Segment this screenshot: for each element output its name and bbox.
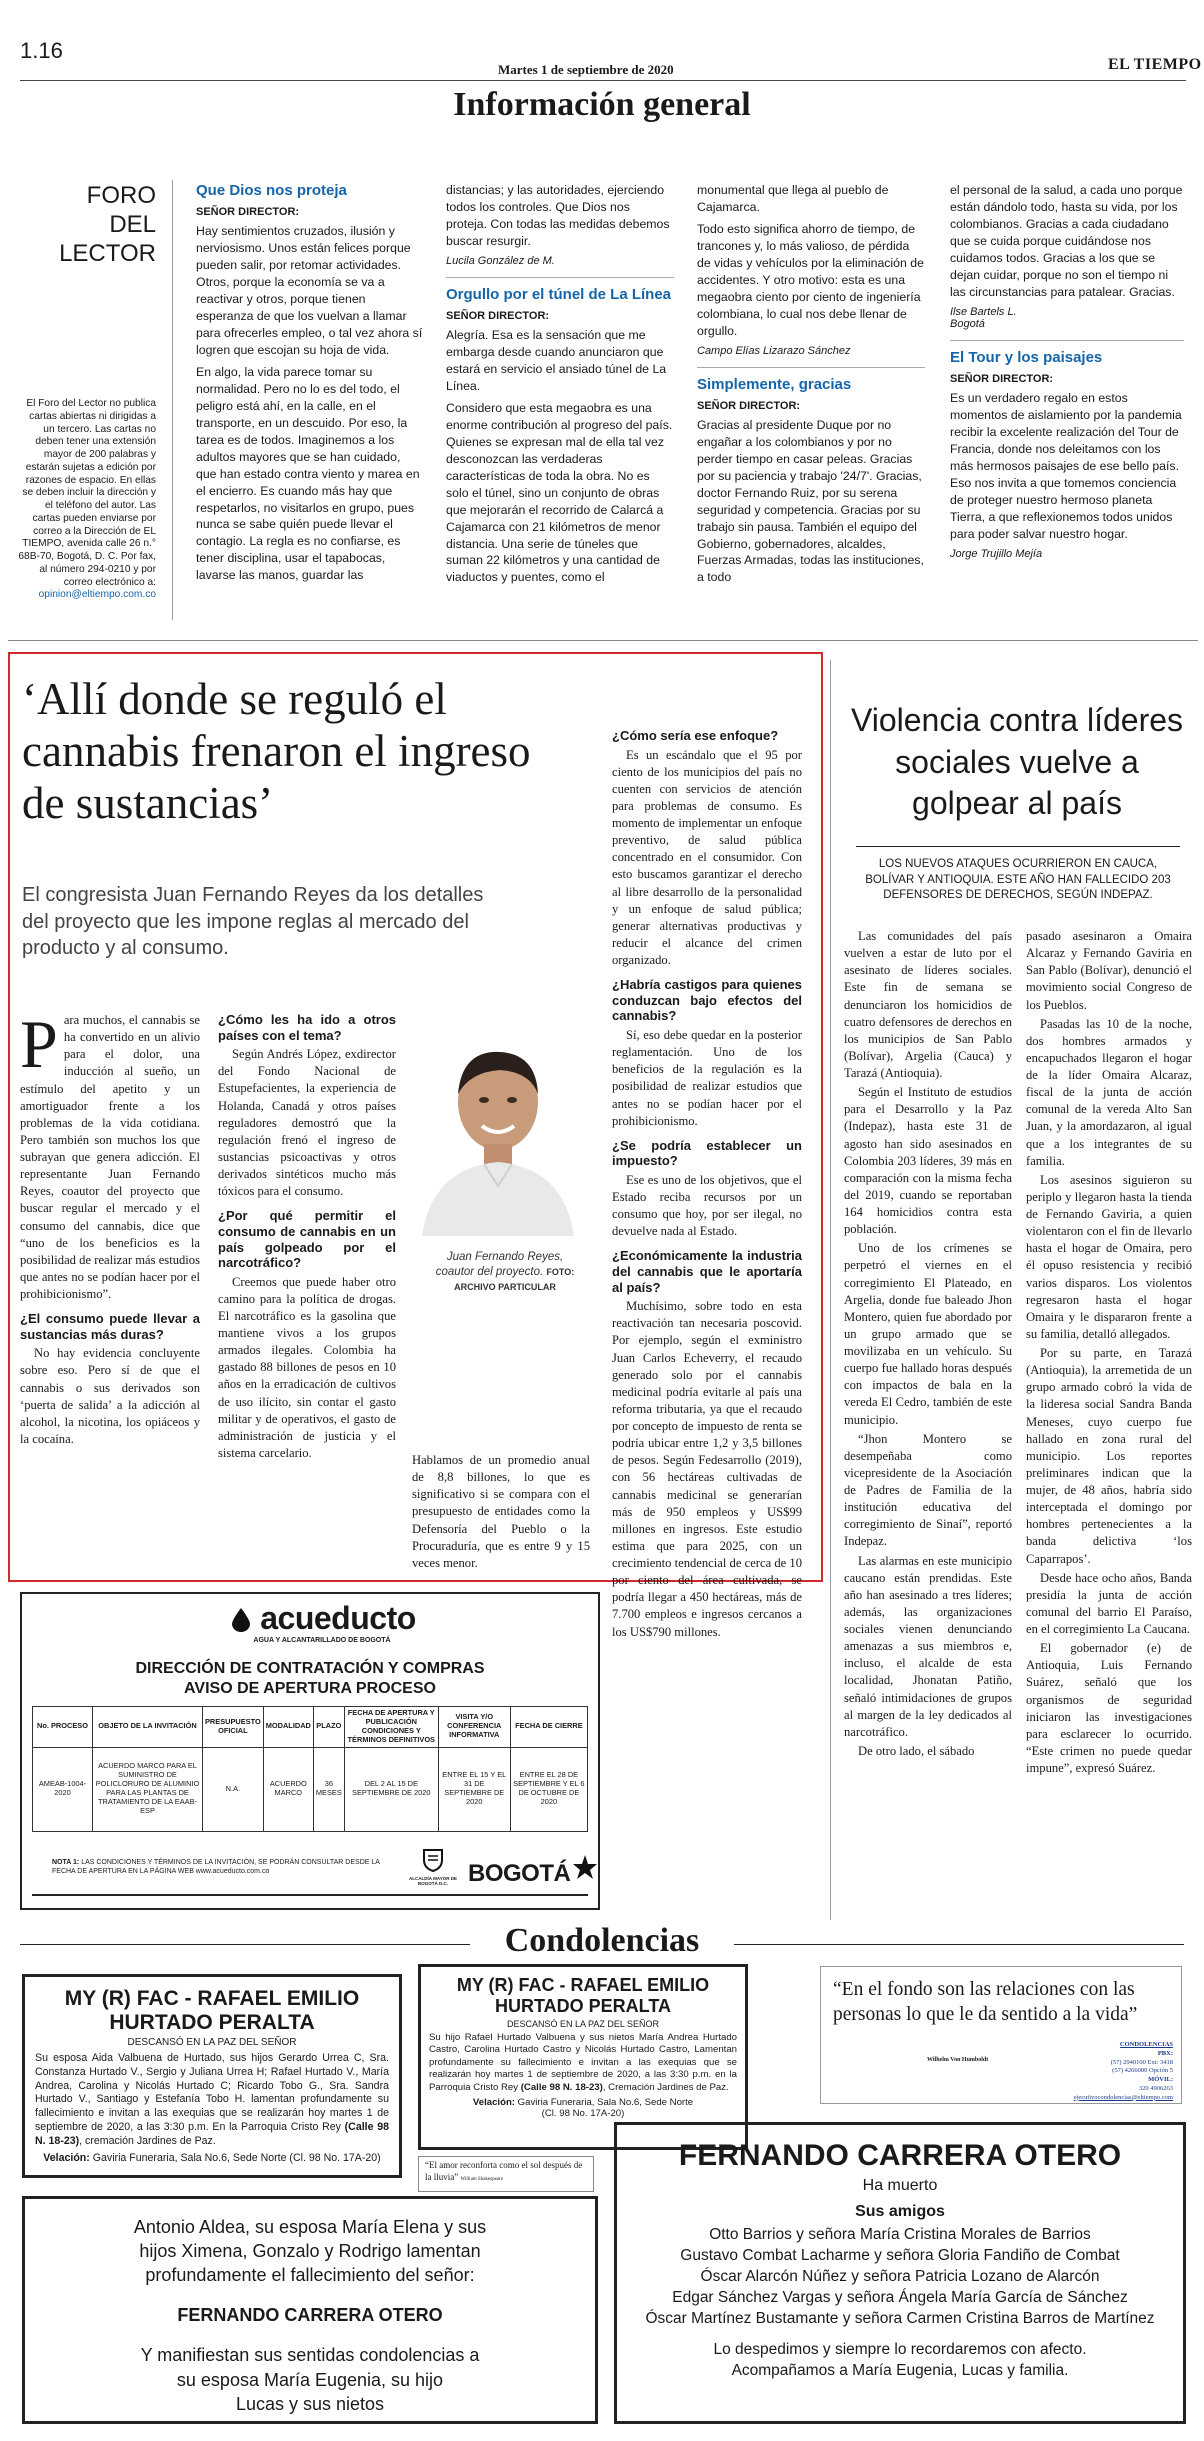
letters-col-4: [950, 182, 1184, 620]
portrait-illustration: [412, 1036, 582, 1236]
aldea-line: Y manifiestan sus sentidas condolencias a: [140, 2345, 480, 2366]
article-question: ¿Por qué permitir el consumo de cannabis en un país golpeado por el narcotráfico?: [218, 1208, 396, 1271]
article-question: ¿Se podría establecer un impuesto?: [612, 1137, 802, 1169]
ad-table-cell: ACUERDO MARCO PARA EL SUMINISTRO DE POLICLORURO DE ALUMINIO PARA LAS PLANTAS DE TRATAMIENTO DE LA EAAB-ESP: [93, 1747, 203, 1831]
letter-signature: Campo Elías Lizarazo Sánchez: [697, 344, 851, 357]
article-paragraph: Muchísimo, sobre todo en esta reactivación tan necesaria poscovid. Por ejemplo, según el exministro Juan Carlos Echeverry, el recaudo generado solo por el cannabis medicinal podría evitarle al país una reforma tributaria, ya que el recaudo por concepto de impuesto de renta se podría ubicar entre 1,2 y 3,5 billones de pesos. Según Fedesarrollo (2019), con 56 hectáreas cultivadas de cannabis medicinal se generarían más de 950 empleos y US$99 millones en ingresos. Este estudio estima que para 2025, con un crecimiento tendencial de cerca de 10 por ciento del área cultivada, se podría llegar a 450 hectáreas, más de 7.700 empleos e ingresos cercanos a los US$790 millones.: [612, 1299, 802, 1639]
condolence-box-aldea: [22, 2196, 598, 2424]
ad-table: [32, 1706, 588, 1832]
violence-paragraph: Uno de los crímenes se perpetró el viernes en el corregimiento El Plateado, en Argelia, donde fue baleado Jhon Montero, quien fue abordado por un grupo armado que se movilizaba en un vehículo. Su cuerpo fue hallado horas después con impactos de bala en la vereda El Cedro, también de este municipio.: [844, 1241, 1012, 1427]
violence-paragraph: “Jhon Montero se desempeñaba como vicepresidente de la Asociación de Padres de Familia de la institución educativa del corregimiento de Sinaí”, reportó Indepaz.: [844, 1431, 1012, 1549]
violence-paragraph: El gobernador (e) de Antioquia, Luis Fernando Suárez, señaló que los organismos de seguridad iniciaron las investigaciones para esclarecer lo ocurrido. “Este crimen no puede quedar impune”, expresó Suárez.: [1026, 1641, 1192, 1775]
newspaper-logo: EL TIEMPO: [1108, 56, 1202, 73]
letter-salutation: SEÑOR DIRECTOR:: [950, 372, 1054, 385]
page-number: 1.16: [20, 38, 63, 63]
ad-table-header-cell: PLAZO: [313, 1707, 344, 1748]
letter-paragraph: Alegría. Esa es la sensación que me embarga desde cuando anunciaron que estará en servicio el ansiado túnel de La Línea.: [446, 327, 667, 393]
violence-paragraph: Pasadas las 10 de la noche, dos hombres armados y encapuchados llegaron el hogar de la líder Omaira Alcaraz, fiscal de la junta de acción comunal de la vereda Alto San Juan, y la amordazaron, al igual que a los integrantes de su familia.: [1026, 1016, 1192, 1168]
ad-note-text: LAS CONDICIONES Y TÉRMINOS DE LA INVITACIÓN, SE PODRÁN CONSULTAR DESDE LA FECHA DE APERTURA EN LA PÁGINA WEB www.acueducto.com.co: [52, 1859, 380, 1876]
article-paragraph: ara muchos, el cannabis se ha convertido en un alivio para el dolor, una inducción al sueño, un estímulo del apetito y un amortiguador frente a los problemas de la vida cotidiana. Pero también son muchos los que subrayan que genera adicción. El representante Juan Fernando Reyes, coautor del proyecto que buscar regular el mercado y el consumo del cannabis, dice que “uno de los beneficios es la posibilidad de realizar más estudios que antes no se podían hacer por el prohibicionismo”.: [20, 1013, 200, 1301]
letter-salutation: SEÑOR DIRECTOR:: [697, 399, 801, 412]
ad-table-header-cell: FECHA DE APERTURA Y PUBLICACIÓN CONDICIONES Y TÉRMINOS DEFINITIVOS: [344, 1707, 438, 1748]
condolence-text-body: Su hijo Rafael Hurtado Valbuena y sus nietos María Andrea Hurtado Castro, Carolina Hurtado Castro y Nicolás Hurtado Castro, Lamentan profundamente su fallecimiento e invitan a las exequias que se realizarán hoy martes 1 de septiembre de 2020, a las 3:30 p.m. en la Parroquia Cristo Rey: [429, 2032, 737, 2093]
article-paragraph: Ese es uno de los objetivos, que el Estado reciba recursos por un consumo que hoy, por ser ilegal, no devuelve nada al Estado.: [612, 1172, 802, 1239]
amigos-deceased-name: FERNANDO CARRERA OTERO: [678, 2139, 1122, 2172]
ad-table-cell: 36 MESES: [313, 1747, 344, 1831]
letter-salutation: SEÑOR DIRECTOR:: [446, 309, 550, 322]
foro-note: [16, 398, 156, 602]
violence-paragraph: Según el Instituto de estudios para el Desarrollo y la Paz (Indepaz), hasta este 31 de agosto han sido asesinados en Colombia 203 líderes, 39 más en comparación con la misma fecha del 2019, cuando se reportaban 164 homicidios contra esta población.: [844, 1085, 1012, 1237]
violence-paragraph: Desde hace ocho años, Banda presidía la junta de acción comunal del barrio El Paraíso, en el corregimiento La Caucana.: [1026, 1570, 1192, 1636]
article-dropcap: P: [20, 1006, 58, 1082]
article-paragraph: Sí, eso debe quedar en la posterior reglamentación. Uno de los beneficios de la regulación es la posibilidad de realizar estudios que antes no se podían hacer por el prohibicionismo.: [612, 1028, 802, 1128]
contact-phone: (57) 2940100 Ext: 3418: [1110, 2058, 1173, 2066]
ad-table-header-cell: OBJETO DE LA INVITACIÓN: [93, 1707, 203, 1748]
ad-note: [52, 1858, 392, 1876]
condolence-sub: DESCANSÓ EN LA PAZ DEL SEÑOR: [506, 2019, 660, 2029]
condolencias-contact: [1074, 2041, 1173, 2102]
aldea-line: profundamente el fallecimiento del señor:: [145, 2265, 475, 2286]
section-title: Información general: [453, 86, 751, 123]
violence-paragraph: Por su parte, en Tarazá (Antioquia), la arremetida de un grupo armado cobró la vida de la lideresa social Sandra Banda Meneses, cuyo cuerpo fue hallado en zona rural del municipio. Los reportes preliminares indican que la mujer, de 48 años, habría sido interceptada el domingo por hombres pertenecientes a la banda delictiva ‘los Caparrapos’.: [1026, 1346, 1192, 1566]
foro-title: FORO DEL LECTOR: [59, 182, 156, 267]
ad-table-cell: ENTRE EL 28 DE SEPTIEMBRE Y EL 6 DE OCTUBRE DE 2020: [510, 1747, 587, 1831]
contact-pbx-label: PBX:: [1157, 2049, 1173, 2057]
condolence-name: MY (R) FAC - RAFAEL EMILIO: [456, 1975, 710, 1995]
condolence-name: MY (R) FAC - RAFAEL EMILIO: [64, 1987, 360, 2010]
reyes-photo: [412, 1036, 582, 1236]
contact-movil-label: MÓVIL:: [1148, 2076, 1173, 2084]
violence-paragraph: Las alarmas en este municipio caucano están prendidas. Este año han asesinado a tres líderes; además, las organizaciones sociales vienen denunciando amenazas a sus miembros e, incluso, el alcalde de esta localidad, Jhonatan Patiño, señaló intimidaciones de grupos al margen de la ley dedicados al narcotráfico.: [844, 1553, 1012, 1739]
article-question: ¿Económicamente la industria del cannabis que le aportaría al país?: [612, 1248, 802, 1295]
aldea-line: su esposa María Eugenia, su hijo: [176, 2369, 444, 2390]
violence-col-1: [844, 928, 1012, 1920]
letter-paragraph: Gracias al presidente Duque por no engañar a los colombianos y por no perder tiempo en casar peleas. Gracias por su paciencia y trabajo '24/7'. Gracias, doctor Fernando Ruiz, por su serena seguridad y competencia. Gracias por su trabajo sin pausa. También el equipo del Gobierno, gobernadores, alcaldes, Fuerzas Armadas, todas las instituciones, a todo: [697, 417, 924, 585]
article-col-1: [20, 1006, 200, 1572]
ad-table-header: [33, 1707, 588, 1748]
caption-credit: ARCHIVO PARTICULAR: [454, 1281, 556, 1292]
big-quote: “En el fondo son las relaciones con las personas lo que le da sentido a la vida”: [833, 1979, 1138, 2026]
ad-table-header-cell: MODALIDAD: [263, 1707, 313, 1748]
header-rule: [20, 80, 1186, 81]
article-headline: ‘Allí donde se reguló el cannabis frenaron el ingreso de sustancias’: [22, 674, 531, 828]
letter-signature-city: Bogotá: [950, 317, 985, 330]
amigos-name: Otto Barrios y señora María Cristina Morales de Barrios: [709, 2226, 1091, 2243]
bogota-logo-text: BOGOTÁ: [468, 1860, 571, 1887]
letter-title: Simplemente, gracias: [697, 375, 852, 393]
ad-table-header-cell: VISITA Y/O CONFERENCIA INFORMATIVA: [438, 1707, 510, 1748]
violence-paragraph: Las comunidades del país vuelven a estar de luto por el asesinato de líderes sociales. Este fin de semana se denunciaron los homicidios de cuatro defensores de derechos en los municipios de San Pablo (Bolívar), Argelia (Cauca) y Tarazá (Antioquia).: [844, 929, 1012, 1080]
velacion-label: Velación:: [472, 2097, 515, 2109]
contact-email[interactable]: ejecutivocondolencias@eltiempo.com: [1073, 2093, 1173, 2101]
quote-box: [820, 1966, 1182, 2104]
aldea-line: hijos Ximena, Gonzalo y Rodrigo lamentan: [139, 2241, 481, 2262]
velacion-text: Gaviria Funeraria, Sala No.6, Sede Norte (Cl. 98 No. 17A-20): [92, 2152, 381, 2165]
violence-paragraph: Los asesinos siguieron su periplo y llegaron hasta la tienda de Fernando Gaviria, a quien violentaron con el fin de llevarlo hasta el hogar de Omaira, pero él opuso resistencia y recibió varios disparos. Los violentos regresaron hasta el hogar Omaira y le dispararon frente a su familia, detalló allegados.: [1026, 1172, 1192, 1341]
letters-col-3: [697, 182, 925, 620]
velacion-label: Velación:: [43, 2152, 90, 2165]
condolence-sub: DESCANSÓ EN LA PAZ DEL SEÑOR: [127, 2037, 297, 2048]
ad-table-cell: AMEAB-1004-2020: [33, 1747, 93, 1831]
bogota-logo: [468, 1860, 598, 1888]
ad-table-row: [33, 1747, 588, 1831]
letter-paragraph: el personal de la salud, a cada uno porque están dándolo todo, hasta su vida, por los colombianos. Gracias a cada ciudadano que se cuida porque cuidándose nos cuidamos todos. Gracias a los que se dejan cuidar, porque no son el tiempo ni las circunstancias para patalear. Gracias.: [950, 183, 1183, 299]
caption-name: Juan Fernando Reyes, coautor del proyecto.: [435, 1251, 564, 1278]
article-question: ¿Cómo les ha ido a otros países con el tema?: [218, 1012, 396, 1043]
article-col-2: [218, 1012, 396, 1572]
acueducto-ad: [20, 1592, 600, 1910]
bogota-shield-icon: [422, 1848, 444, 1872]
letter-paragraph: Es un verdadero regalo en estos momentos de aislamiento por la pandemia recibir la excelente realización del Tour de Francia, donde nos deleitamos con los más hermosos paisajes de ese bello país. Eso nos invita a que tomemos conciencia de proteger nuestro hermoso planeta Tierra, a que reflexionemos todos unidos para poder salvar nuestro hogar.: [950, 390, 1182, 541]
aldea-deceased-name: FERNANDO CARRERA OTERO: [177, 2305, 443, 2326]
letter-signature: Jorge Trujillo Mejía: [950, 547, 1043, 560]
article-question: ¿Cómo sería ese enfoque?: [612, 728, 779, 743]
aldea-line: Lucas y sus nietos: [235, 2393, 385, 2414]
article-question: ¿El consumo puede llevar a sustancias más duras?: [20, 1311, 200, 1342]
condolence-box-hurtado-1: [22, 1974, 402, 2178]
ad-table-header-cell: No. PROCESO: [33, 1707, 93, 1748]
contact-title: CONDOLENCIAS: [1119, 2041, 1173, 2048]
ad-table-header-cell: PRESUPUESTO OFICIAL: [203, 1707, 264, 1748]
column-divider: [830, 660, 831, 1920]
amigos-friends-label: Sus amigos: [855, 2203, 945, 2220]
letter-title: Que Dios nos proteja: [196, 182, 347, 199]
amigos-ending: Lo despedimos y siempre lo recordaremos con afecto.: [713, 2340, 1087, 2358]
velacion-text: Gaviria Funeraria, Sala No.6, Sede Norte: [517, 2097, 694, 2109]
condolence-text-end: , Cremación Jardines de Paz.: [602, 2081, 729, 2093]
amigos-name: Óscar Martínez Bustamante y señora Carmen Cristina Barros de Martínez: [645, 2309, 1155, 2327]
contact-mobile: 320 4906263: [1138, 2084, 1173, 2092]
article-paragraph: Según Andrés López, exdirector del Fondo Nacional de Estupefacientes, la experiencia de Holanda, Canadá y otros países reguladores demostró que la regulación frenó el ingreso de sustancias psicoactivas y otros derivados sintéticos mucho más tóxicos para el consumo.: [218, 1047, 396, 1199]
letter-paragraph: Hay sentimientos cruzados, ilusión y nerviosismo. Unos están felices porque pueden salir, por retomar actividades. Otros, porque la economía se va a reactivar y otros, porque tienen esperanza de que los vuelvan a llamar para ofrecerles empleo, o tal vez ahora sí logren que escojan su hoja de vida.: [196, 224, 423, 357]
letter-paragraph: En algo, la vida parece tomar su normalidad. Pero no lo es del todo, el peligro está ahí, en la calle, en el transporte, en un descuido. Por eso, la tarea es de todos. Imaginemos a los adultos mayores que se han cuidado, que han estado contra viento y marea en el encierro. Es cuando más hay que respetarlos, no visitarlos en grupo, pues nunca se sabe quién puede llevar el contagio. La regla es no confiarse, es tener disciplina, usar el tapabocas, lavarse las manos, guardar las: [196, 364, 420, 583]
small-quote: “El amor reconforta como el sol después de la lluvia”: [425, 2160, 583, 2182]
article-col-3: [412, 1452, 590, 1572]
amigos-name: Óscar Alarcón Núñez y señora Patricia Lozano de Alarcón: [700, 2267, 1100, 2285]
foro-note-text: El Foro del Lector no publica cartas abiertas ni dirigidas a un tercero. Las cartas no deben tener una extensión mayor de 200 palabras y estarán sujetas a edición por razones de espacio. En ellas se deben incluir la dirección y el teléfono del autor. Las cartas pueden enviarse por correo a la Dirección de EL TIEMPO, avenida calle 26 n.° 68B-70, Bogotá, D. C. Por fax, al número 294-0210 y por correo electrónico a:: [18, 398, 156, 588]
article-paragraph: Hablamos de un promedio anual de 8,8 billones, lo que es significativo si se compara con el presupuesto de entidades como la Defensoría del Pueblo o la Procuraduría, que es entre 9 y 15 veces menor.: [412, 1453, 590, 1570]
violence-col-2: [1026, 928, 1192, 1920]
letter-signature: Lucila González de M.: [446, 254, 555, 267]
photo-caption: [430, 1250, 580, 1295]
ad-title-2: AVISO DE APERTURA PROCESO: [184, 1680, 436, 1697]
section-rule: [8, 640, 1198, 641]
amigos-died: Ha muerto: [862, 2177, 938, 2194]
contact-phone: (57) 4266000 Opción 5: [1112, 2067, 1173, 2075]
water-drop-icon: [228, 1606, 254, 1632]
article-deck: El congresista Juan Fernando Reyes da los detalles del proyecto que les impone reglas al mercado del producto y al consumo.: [22, 884, 484, 960]
ad-bottom-rule: [32, 1894, 588, 1896]
condolence-velacion: [421, 2097, 745, 2108]
foro-divider: [172, 180, 173, 620]
amigos-name: Gustavo Combat Lacharme y señora Gloria Fandiño de Combat: [680, 2246, 1120, 2264]
article-paragraph: Es un escándalo que el 95 por ciento de los municipios del país no cuenten con servicios de atención para problemas de consumo. Es momento de implementar un enfoque preventivo, de salud pública concentrado en el consumidor. Con esto buscamos garantizar el derecho al libre desarrollo de la personalidad y un enfoque de salud pública; generar alternativas productivas y reducir el alcance del crimen organizado.: [612, 747, 802, 968]
ad-table-cell: ACUERDO MARCO: [263, 1747, 313, 1831]
alcaldia-label: ALCALDÍA MAYOR DE BOGOTÁ D.C.: [409, 1876, 457, 1886]
condolence-velacion: [25, 2152, 399, 2164]
amigos-ending: Acompañamos a María Eugenia, Lucas y familia.: [731, 2361, 1069, 2379]
letter-paragraph: monumental que llega al pueblo de Cajamarca.: [697, 183, 889, 214]
alcaldia-seal: [408, 1848, 458, 1887]
ad-table-cell: DEL 2 AL 15 DE SEPTIEMBRE DE 2020: [344, 1747, 438, 1831]
article-paragraph: No hay evidencia concluyente sobre eso. Pero sí de que el cannabis o sus derivados son ‘puerta de salida’ a la adicción al alcohol, la nicotina, los opiáceos y la cocaína.: [20, 1346, 200, 1446]
letter-paragraph: Todo esto significa ahorro de tiempo, de trancones y, lo más valioso, de pérdida de vidas y vehículos por la eliminación de accidentes. Y otro motivo: esta es una megaobra ciento por ciento de ingeniería colombiana, lo cual nos debe llenar de orgullo.: [697, 221, 924, 338]
small-quote-author: William Shakespeare: [460, 2176, 503, 2182]
condolencias-rule-left: [20, 1944, 470, 1945]
big-quote-author: Wilhelm Von Humboldt: [927, 2057, 989, 2063]
ad-table-cell: N.A.: [203, 1747, 264, 1831]
ad-table-header-cell: FECHA DE CIERRE: [510, 1707, 587, 1748]
condolence-address: (Calle 98 N. 18-23): [520, 2081, 603, 2093]
letter-title: Orgullo por el túnel de La Línea: [446, 285, 672, 303]
violence-headline: Violencia contra líderes sociales vuelve a golpear al país: [850, 702, 1184, 822]
article-paragraph: Creemos que puede haber otro camino para la política de drogas. El narcotráfico es la gasolina que mantiene vivos a los grupos armados ilegales. Colombia ha gastado 88 billones de pesos en 10 años en la erradicación de cultivos de uso ilícito, sin contar el gasto militar y de operativos, el gasto de administración de justicia y el sistema carcelario.: [218, 1274, 396, 1460]
condolencias-rule-right: [734, 1944, 1184, 1945]
condolence-text: [421, 2032, 745, 2094]
letter-title: El Tour y los paisajes: [950, 348, 1103, 366]
ad-table-cell: ENTRE EL 15 Y EL 31 DE SEPTIEMBRE DE 2020: [438, 1747, 510, 1831]
letter-paragraph: Considero que esta megaobra es una enorme contribución al progreso del país. Quienes se expresan mal de ella tal vez desconozcan las verdaderas características de toda la obra. No es solo el túnel, sino un conjunto de obras que mejorarán el recorrido de Calarcá a Cajamarca con 21 kilómetros de menor distancia. Una serie de túneles que suman 22 kilómetros y una cantidad de viaductos y puentes, como el: [446, 400, 673, 585]
ad-title-1: DIRECCIÓN DE CONTRATACIÓN Y COMPRAS: [135, 1660, 485, 1677]
star-icon: [572, 1854, 598, 1880]
condolence-name: HURTADO PERALTA: [495, 1996, 671, 2016]
aldea-line: Antonio Aldea, su esposa María Elena y sus: [133, 2217, 487, 2237]
letters-col-2: [446, 182, 674, 620]
acueducto-brand: acueducto: [260, 1600, 416, 1636]
velacion-text-2: (Cl. 98 No. 17A-20): [541, 2108, 625, 2120]
violence-paragraph: pasado asesinaron a Omaira Alcaraz y Fernando Gaviria en San Pablo (Bolívar), denunció el movimiento social Congreso de los Pueblos.: [1026, 929, 1192, 1012]
article-question: ¿Habría castigos para quienes conduzcan bajo efectos del cannabis?: [612, 977, 802, 1024]
condolence-text: [25, 2052, 399, 2148]
page-date: Martes 1 de septiembre de 2020: [498, 62, 674, 77]
letter-salutation: SEÑOR DIRECTOR:: [196, 206, 300, 218]
foro-email[interactable]: opinion@eltiempo.com.co: [38, 589, 156, 601]
letters-col-1: [196, 182, 424, 620]
letter-paragraph: distancias; y las autoridades, ejerciendo todos los controles. Que Dios nos proteja. Con todas las medidas debemos buscar resurgir.: [446, 183, 670, 248]
violence-paragraph: De otro lado, el sábado: [858, 1743, 975, 1758]
acueducto-logo: [202, 1600, 442, 1644]
condolence-box-amigos: [614, 2122, 1186, 2424]
condolencias-title: Condolencias: [504, 1922, 700, 1959]
caption-foto: FOTO:: [546, 1266, 575, 1277]
article-col-4: [612, 728, 802, 1639]
small-quote-box: [418, 2156, 594, 2192]
letter-signature: Ilse Bartels L.: [950, 305, 1017, 318]
condolence-text-end: , cremación Jardines de Paz.: [79, 2134, 216, 2147]
condolence-name: HURTADO PERALTA: [109, 2011, 315, 2034]
violence-deck: LOS NUEVOS ATAQUES OCURRIERON EN CAUCA, BOLÍVAR Y ANTIOQUIA. ESTE AÑO HAN FALLECIDO 203 DEFENSORES DE DERECHOS, SEGÚN INDEPAZ.: [856, 846, 1180, 904]
condolence-address: (Calle 98 N. 18-23): [35, 2120, 390, 2147]
condolence-text-body: Su esposa Aida Valbuena de Hurtado, sus hijos Gerardo Urrea C, Sra. Constanza Hurtado V., Sergio y Juliana Urrea H; Rafael Hurtado V., María Andrea, Carolina y Nicolás Hurtado C; Ricardo Tobo G., Sra. Sandra Hurtado V., Santiago y Estefanía Tobo H. lamentan profundamente su fallecimiento e invitan a las exequias que se realizarán hoy martes 1 de septiembre de 2020, a las 3:30 p.m. En la Parroquia Cristo Rey: [35, 2052, 389, 2133]
amigos-name: Edgar Sánchez Vargas y señora Ángela María García de Sánchez: [672, 2288, 1128, 2306]
acueducto-brand-sub: AGUA Y ALCANTARILLADO DE BOGOTÁ: [253, 1637, 391, 1644]
ad-note-label: NOTA 1:: [52, 1859, 80, 1866]
